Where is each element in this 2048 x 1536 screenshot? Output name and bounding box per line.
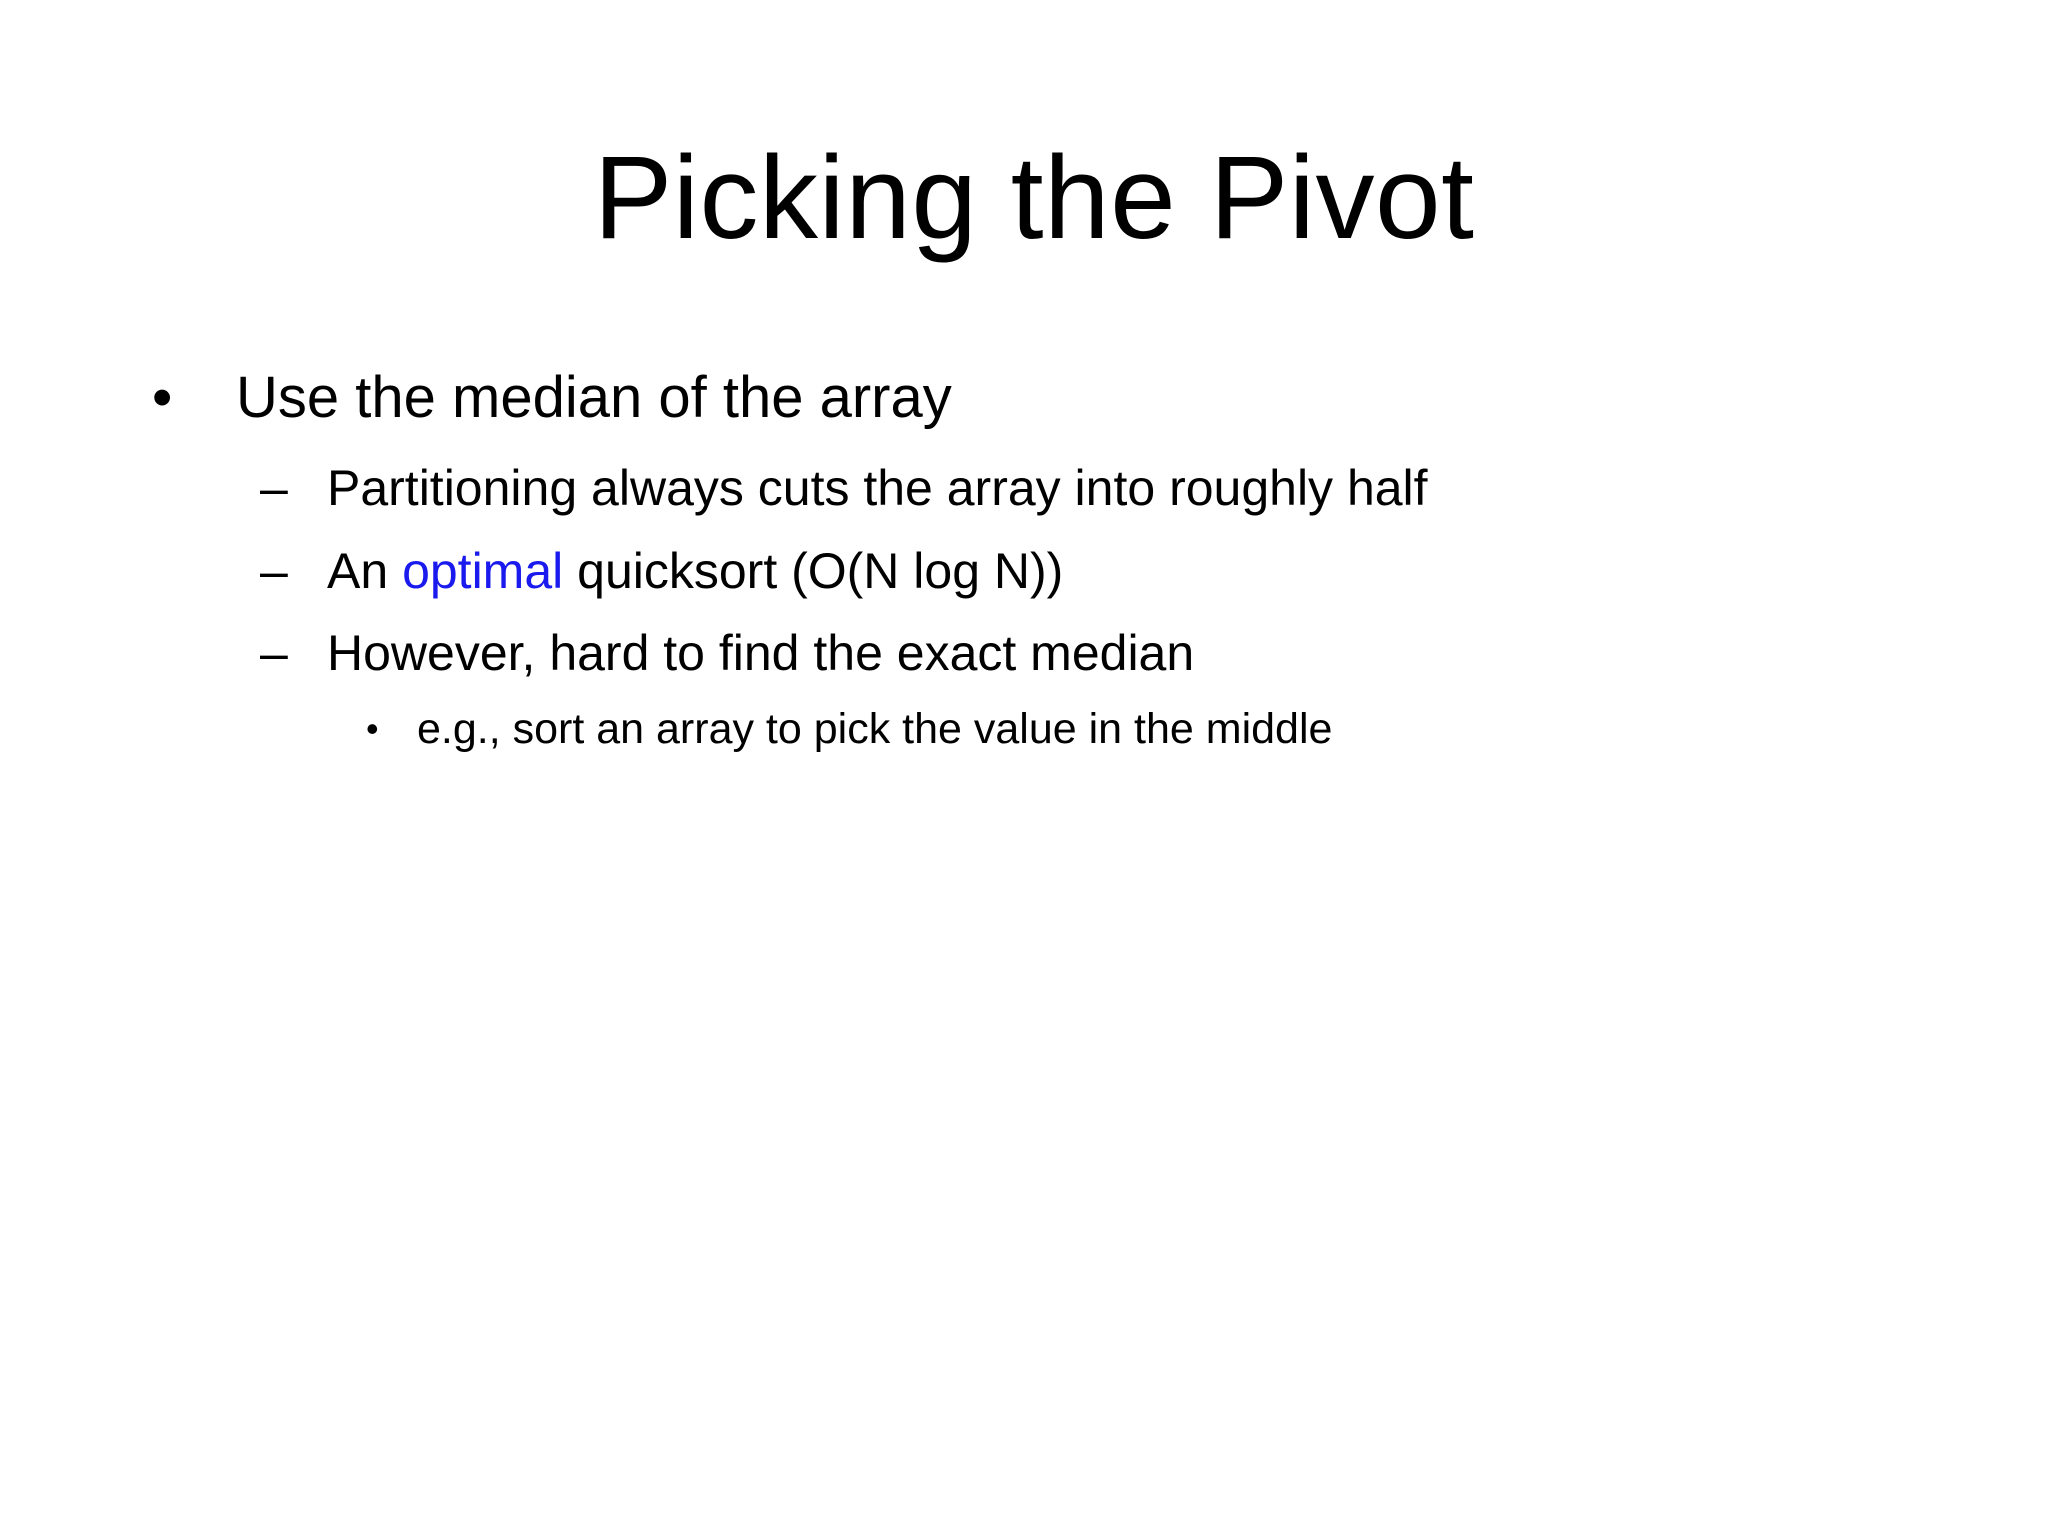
- highlight-optimal: optimal: [402, 543, 564, 599]
- sub-sub-item-example: e.g., sort an array to pick the value in the middle: [417, 705, 1333, 753]
- text-before: An: [327, 543, 403, 599]
- sub-item-optimal-quicksort: [327, 538, 1063, 604]
- slide-title: Picking the Pivot: [593, 132, 1475, 264]
- dash-icon: –: [260, 543, 288, 599]
- dash-icon: –: [260, 625, 288, 681]
- sub-item-partitioning: Partitioning always cuts the array into roughly half: [327, 460, 1428, 516]
- bullet-icon: •: [366, 708, 379, 749]
- bullet-icon: •: [152, 365, 173, 430]
- sub-item-exact-median: However, hard to find the exact median: [327, 625, 1195, 681]
- bullet-item-median: Use the median of the array: [236, 365, 952, 430]
- text-after: quicksort (O(N log N)): [563, 543, 1064, 599]
- dash-icon: –: [260, 460, 288, 516]
